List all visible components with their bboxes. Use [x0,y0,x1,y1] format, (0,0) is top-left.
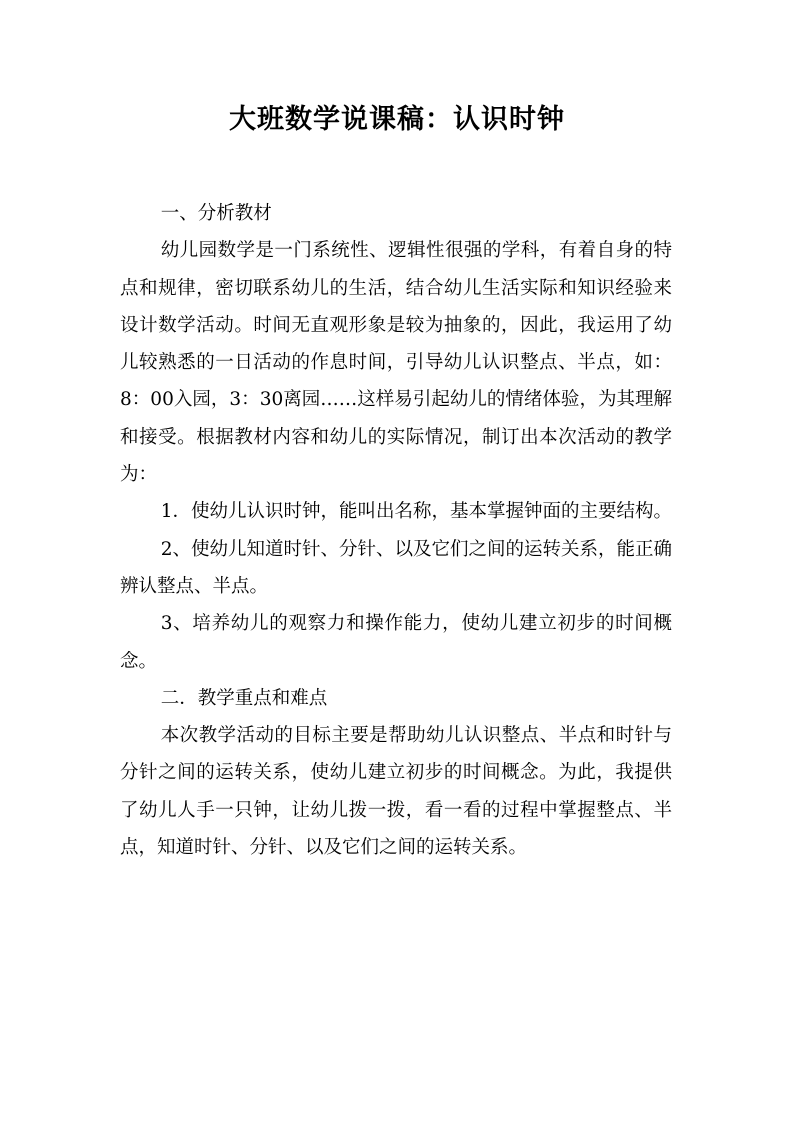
section-heading-key-points: 二．教学重点和难点 [160,687,328,709]
document-body [120,195,672,866]
paragraph-key-points: 本次教学活动的目标主要是帮助幼儿认识整点、半点和时针与分针之间的运转关系，使幼儿建立初步的时间概念。为此，我提供了幼儿人手一只钟，让幼儿拨一拨，看一看的过程中掌握整点、半点，知道时针、分针、以及它们之间的运转关系。 [120,725,672,859]
goal-item-1: 1．使幼儿认识时钟，能叫出名称，基本掌握钟面的主要结构。 [160,501,672,523]
section-heading-analysis: 一、分析教材 [160,203,272,224]
paragraph-analysis: 幼儿园数学是一门系统性、逻辑性很强的学科，有着自身的特点和规律，密切联系幼儿的生活，结合幼儿生活实际和知识经验来设计数学活动。时间无直观形象是较为抽象的，因此，我运用了幼儿较熟悉的一日活动的作息时间，引导幼儿认识整点、半点，如：8：00入园，3：30离园……这样易引起幼儿的情绪体验，为其理解和接受。根据教材内容和幼儿的实际情况，制订出本次活动的教学为： [120,240,672,486]
document-title: 大班数学说课稿：认识时钟 [229,104,565,135]
goal-item-2: 2、使幼儿知道时针、分针、以及它们之间的运转关系，能正确辨认整点、半点。 [120,538,672,597]
goal-item-3: 3、培养幼儿的观察力和操作能力，使幼儿建立初步的时间概念。 [120,613,672,672]
